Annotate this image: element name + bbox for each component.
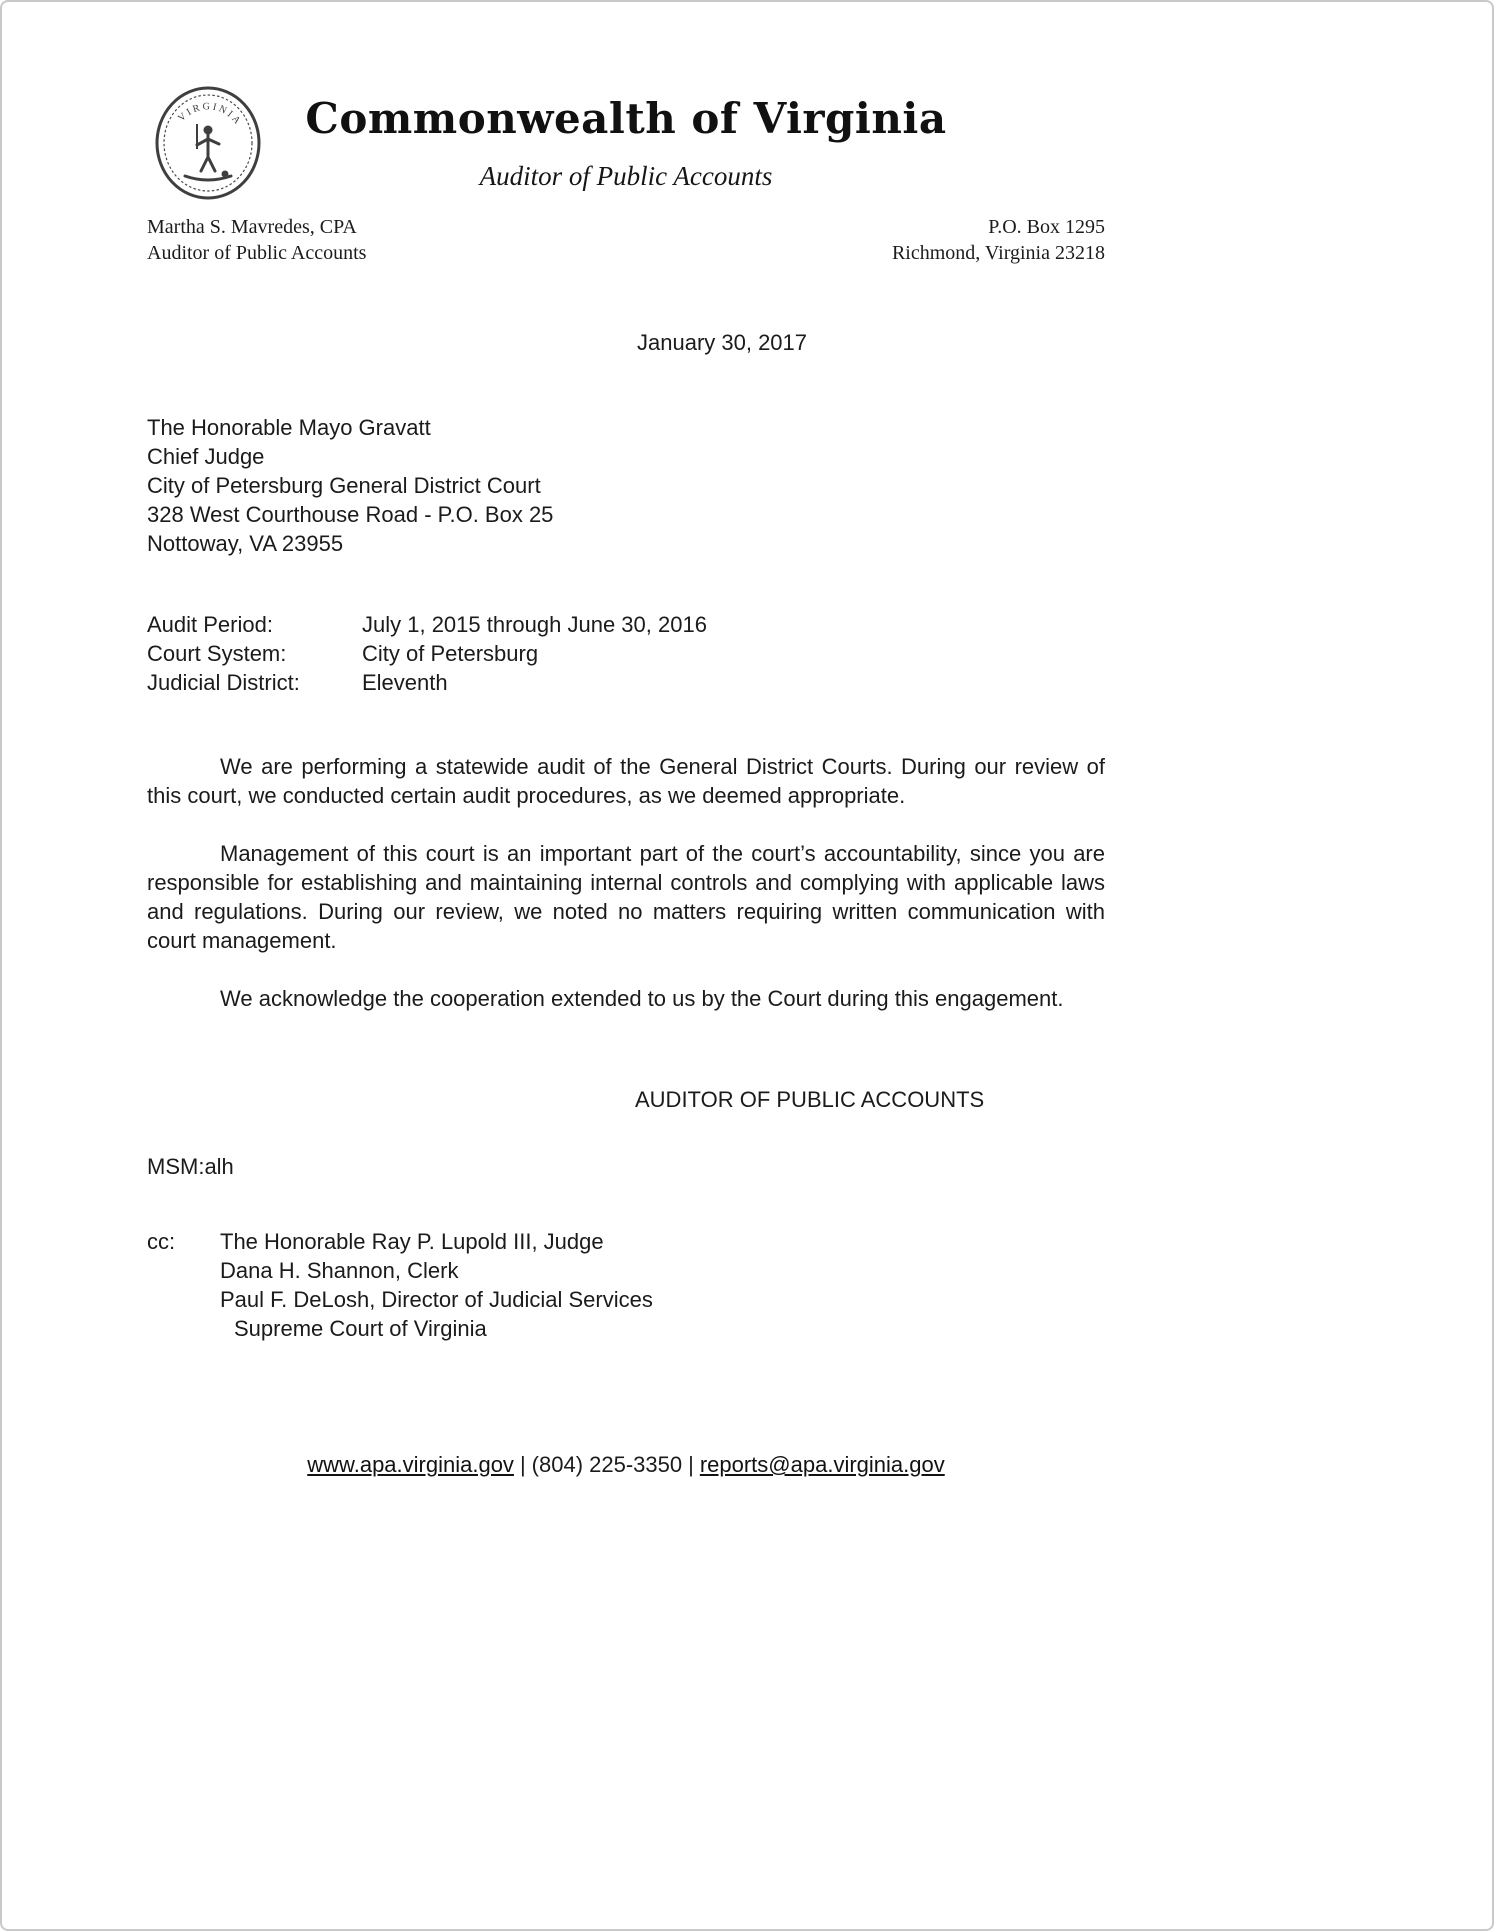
masthead-title: Commonwealth of Virginia bbox=[305, 94, 947, 143]
letter-date: January 30, 2017 bbox=[637, 330, 808, 355]
recipient-city-state-zip: Nottoway, VA 23955 bbox=[147, 531, 344, 556]
judicial-district-label: Judicial District: bbox=[147, 670, 300, 695]
office-address-block bbox=[892, 214, 1105, 266]
page-footer bbox=[147, 1450, 1105, 1479]
footer-separator: | bbox=[688, 1452, 694, 1477]
body-paragraph-1: We are performing a statewide audit of the General District Courts. During our review of this court, we conducted certain audit procedures, as we deemed appropriate. bbox=[147, 754, 1105, 808]
auditor-title: Auditor of Public Accounts bbox=[147, 242, 367, 264]
cc-item: Supreme Court of Virginia bbox=[234, 1316, 487, 1341]
recipient-address-block bbox=[147, 413, 1105, 558]
virginia-state-seal-icon bbox=[154, 86, 262, 200]
judicial-district-row bbox=[147, 668, 1105, 697]
po-box-line: P.O. Box 1295 bbox=[988, 216, 1105, 238]
court-system-label: Court System: bbox=[147, 641, 287, 666]
email-link[interactable]: reports@apa.virginia.gov bbox=[699, 1452, 945, 1477]
typist-reference: MSM:alh bbox=[147, 1154, 234, 1179]
letter-body bbox=[147, 328, 1105, 1343]
signature-organization: AUDITOR OF PUBLIC ACCOUNTS bbox=[635, 1087, 985, 1112]
recipient-court: City of Petersburg General District Court bbox=[147, 473, 541, 498]
masthead-subtitle: Auditor of Public Accounts bbox=[479, 161, 773, 191]
letterhead-contact-row bbox=[147, 214, 1105, 266]
cc-item: The Honorable Ray P. Lupold III, Judge bbox=[220, 1229, 604, 1254]
audit-period-label: Audit Period: bbox=[147, 612, 273, 637]
recipient-title: Chief Judge bbox=[147, 444, 265, 469]
auditor-name: Martha S. Mavredes, CPA bbox=[147, 216, 357, 238]
cc-item: Paul F. DeLosh, Director of Judicial Services bbox=[220, 1287, 653, 1312]
judicial-district-value: Eleventh bbox=[362, 670, 448, 695]
body-paragraph-2: Management of this court is an important part of the court’s accountability, since you are responsible for establishing and maintaining internal controls and complying with applicable laws and regulations. During our review, we noted no matters requiring written communication with court management. bbox=[147, 841, 1105, 953]
cc-list bbox=[220, 1227, 653, 1343]
letterhead bbox=[2, 2, 1492, 266]
audit-meta-block bbox=[147, 610, 1105, 697]
court-system-value: City of Petersburg bbox=[362, 641, 539, 666]
footer-separator: | bbox=[519, 1452, 526, 1477]
audit-period-row bbox=[147, 610, 1105, 639]
recipient-street: 328 West Courthouse Road - P.O. Box 25 bbox=[147, 502, 554, 527]
city-state-zip-line: Richmond, Virginia 23218 bbox=[891, 242, 1105, 264]
body-paragraph-3: We acknowledge the cooperation extended to us by the Court during this engagement. bbox=[220, 986, 1064, 1011]
court-system-row bbox=[147, 639, 1105, 668]
cc-label: cc: bbox=[147, 1229, 176, 1254]
cc-block bbox=[147, 1227, 1105, 1343]
svg-text:VIRGINIA: VIRGINIA bbox=[176, 101, 244, 129]
audit-period-value: July 1, 2015 through June 30, 2016 bbox=[362, 612, 707, 637]
recipient-name: The Honorable Mayo Gravatt bbox=[147, 415, 431, 440]
auditor-name-block bbox=[147, 214, 366, 266]
cc-item: Dana H. Shannon, Clerk bbox=[220, 1258, 459, 1283]
website-link[interactable]: www.apa.virginia.gov bbox=[307, 1452, 514, 1477]
phone-number: (804) 225-3350 bbox=[531, 1452, 683, 1477]
